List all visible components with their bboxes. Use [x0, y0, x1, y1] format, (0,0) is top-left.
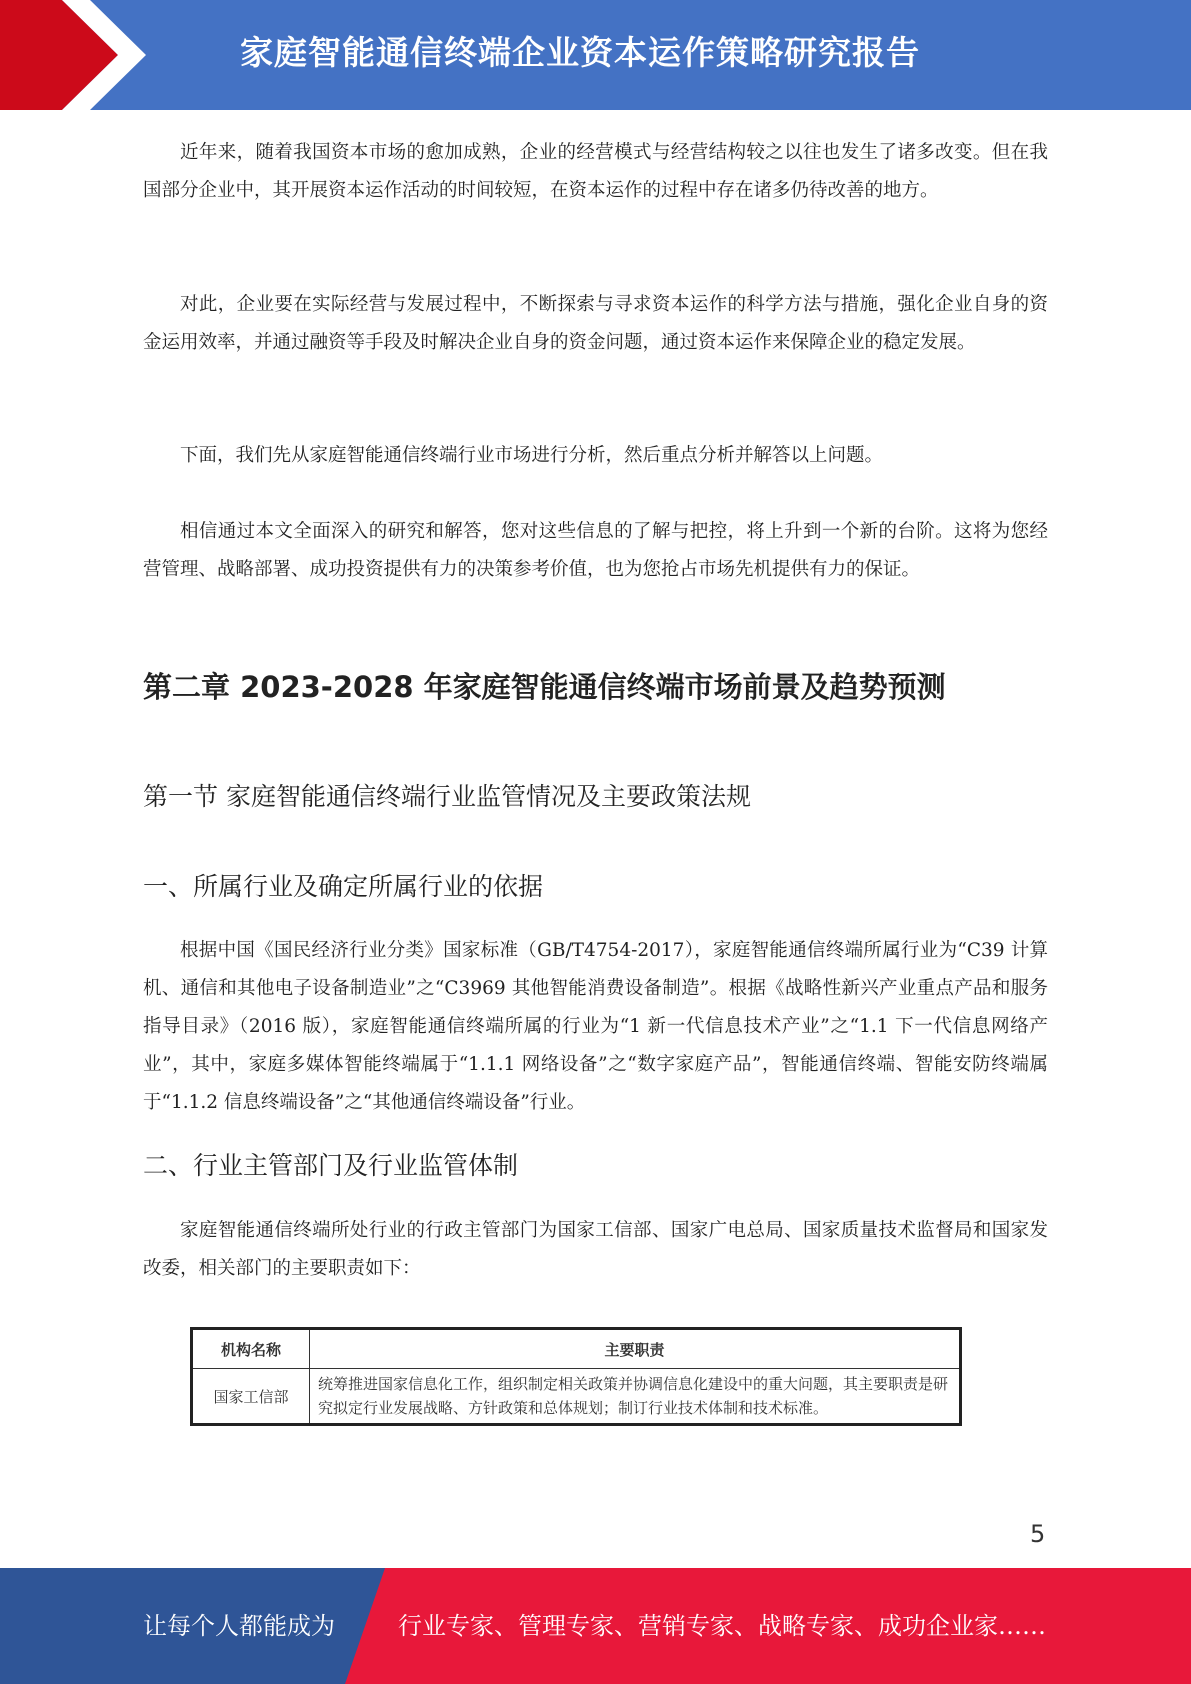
intro-paragraph-4: 相信通过本文全面深入的研究和解答，您对这些信息的了解与把控，将上升到一个新的台阶。这将为您经营管理、战略部署、成功投资提供有力的决策参考价值，也为您抢占市场先机提供有力的保证。: [143, 521, 1048, 580]
regulator-duties-table: [190, 1327, 962, 1426]
footer-slogan-right: 行业专家、管理专家、营销专家、战略专家、成功企业家……: [398, 1612, 1046, 1640]
subsection-title-1: 一、所属行业及确定所属行业的依据: [143, 872, 544, 901]
subsection-title-2: 二、行业主管部门及行业监管体制: [143, 1151, 519, 1180]
page-footer: [0, 1568, 1191, 1684]
intro-paragraph-2: 对此，企业要在实际经营与发展过程中，不断探索与寻求资本运作的科学方法与措施，强化企业自身的资金运用效率，并通过融资等手段及时解决企业自身的资金问题，通过资本运作来保障企业的稳定发展。: [143, 294, 1048, 353]
table-row: [192, 1369, 961, 1425]
report-title: 家庭智能通信终端企业资本运作策略研究报告: [240, 33, 920, 72]
page-header: [0, 0, 1191, 110]
regulatory-paragraph: 家庭智能通信终端所处行业的行政主管部门为国家工信部、国家广电总局、国家质量技术监督局和国家发改委，相关部门的主要职责如下：: [143, 1220, 1048, 1279]
column-header-agency: 机构名称: [192, 1329, 310, 1369]
intro-paragraph-1: 近年来，随着我国资本市场的愈加成熟，企业的经营模式与经营结构较之以往也发生了诸多改变。但在我国部分企业中，其开展资本运作活动的时间较短，在资本运作的过程中存在诸多仍待改善的地方。: [143, 142, 1048, 201]
column-header-duties: 主要职责: [310, 1329, 961, 1369]
chapter-title: 第二章 2023-2028 年家庭智能通信终端市场前景及趋势预测: [143, 670, 946, 704]
section-title: 第一节 家庭智能通信终端行业监管情况及主要政策法规: [143, 782, 751, 811]
page-number: 5: [1030, 1520, 1046, 1548]
industry-classification-paragraph: 根据中国《国民经济行业分类》国家标准（GB/T4754-2017），家庭智能通信终端所属行业为“C39 计算机、通信和其他电子设备制造业”之“C3969 其他智能消费设备制造”。根据《战略性新兴产业重点产品和服务指导目录》（2016 版），家庭智能通信终端所属的行业为“1 新一代信息技术产业”之“1.1 下一代信息网络产业”，其中，家庭多媒体智能终端属于“1.1.1 网络设备”之“数字家庭产品”，智能通信终端、智能安防终端属于“1.1.2 信息终端设备”之“其他通信终端设备”行业。: [143, 940, 1048, 1113]
red-arrow-decoration: [0, 0, 160, 110]
table-header-row: [192, 1329, 961, 1369]
agency-name-cell: 国家工信部: [192, 1369, 310, 1425]
intro-paragraph-3: 下面，我们先从家庭智能通信终端行业市场进行分析，然后重点分析并解答以上问题。: [180, 445, 884, 466]
footer-slogan-left: 让每个人都能成为: [143, 1612, 335, 1640]
agency-duty-cell: 统筹推进国家信息化工作，组织制定相关政策并协调信息化建设中的重大问题，其主要职责是研究拟定行业发展战略、方针政策和总体规划；制订行业技术体制和技术标准。: [310, 1369, 961, 1425]
